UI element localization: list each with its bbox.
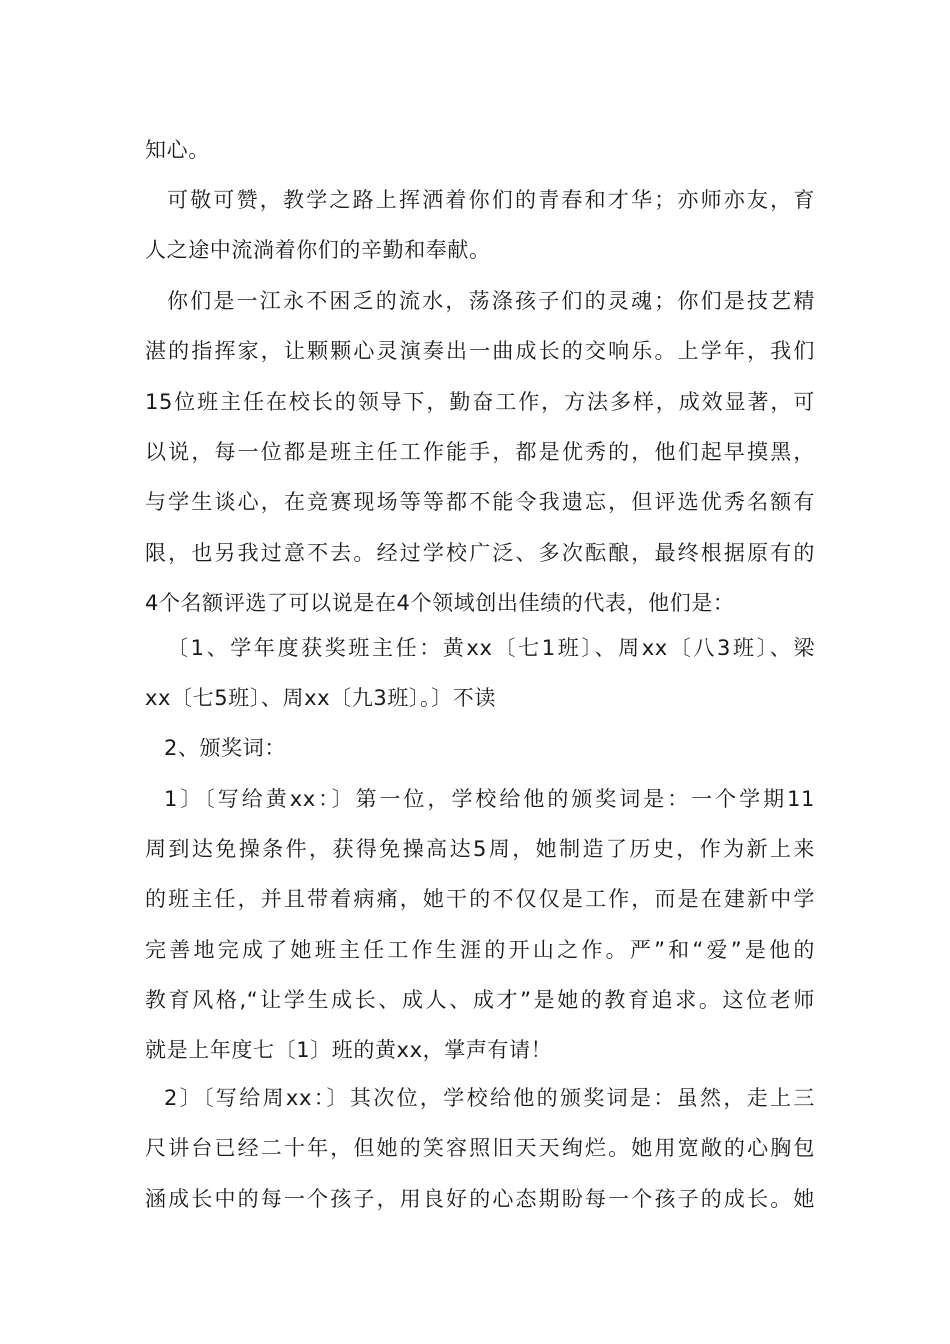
text-line: 完善地完成了她班主任工作生涯的开山之作。严”和“爱”是他的 — [145, 938, 815, 962]
text-line: 可敬可赞，教学之路上挥洒着你们的青春和才华；亦师亦友，育 — [167, 188, 815, 212]
text-line: 湛的指挥家，让颗颗心灵演奏出一曲成长的交响乐。上学年，我们 — [145, 339, 815, 363]
text-line: 2〕〔写给周xx：〕其次位，学校给他的颁奖词是：虽然，走上三 — [164, 1086, 815, 1110]
text-line: 15位班主任在校长的领导下，勤奋工作，方法多样，成效显著，可 — [145, 390, 815, 414]
text-line: 与学生谈心，在竞赛现场等等都不能令我遗忘，但评选优秀名额有 — [145, 490, 815, 514]
text-line: 你们是一江永不困乏的流水，荡涤孩子们的灵魂；你们是技艺精 — [167, 289, 815, 313]
text-line: 4个名额评选了可以说是在4个领域创出佳绩的代表，他们是： — [145, 591, 735, 615]
text-line: 限，也另我过意不去。经过学校广泛、多次酝酿，最终根据原有的 — [145, 541, 815, 565]
text-line: 涵成长中的每一个孩子，用良好的心态期盼每一个孩子的成长。她 — [145, 1187, 815, 1211]
text-line: 尺讲台已经二十年，但她的笑容照旧天天绚烂。她用宽敞的心胸包 — [145, 1136, 815, 1160]
text-line: 〔1、学年度获奖班主任：黄xx〔七1班〕、周xx〔八3班〕、梁 — [167, 636, 815, 660]
text-line: xx〔七5班〕、周xx〔九3班〕。〕不读 — [145, 686, 496, 710]
text-line: 教育风格,“让学生成长、成人、成才”是她的教育追求。这位老师 — [145, 988, 815, 1012]
text-line: 以说，每一位都是班主任工作能手，都是优秀的，他们起早摸黑， — [145, 440, 815, 464]
text-line: 2、颁奖词： — [164, 736, 286, 760]
text-line: 的班主任，并且带着病痛，她干的不仅仅是工作，而是在建新中学 — [145, 887, 815, 911]
text-line: 知心。 — [145, 138, 210, 162]
text-line: 1〕〔写给黄xx：〕第一位，学校给他的颁奖词是：一个学期11 — [164, 787, 815, 811]
text-line: 就是上年度七〔1〕班的黄xx，掌声有请！ — [145, 1038, 553, 1062]
text-line: 人之途中流淌着你们的辛勤和奉献。 — [145, 238, 491, 262]
text-line: 周到达免操条件，获得免操高达5周，她制造了历史，作为新上来 — [145, 837, 815, 861]
